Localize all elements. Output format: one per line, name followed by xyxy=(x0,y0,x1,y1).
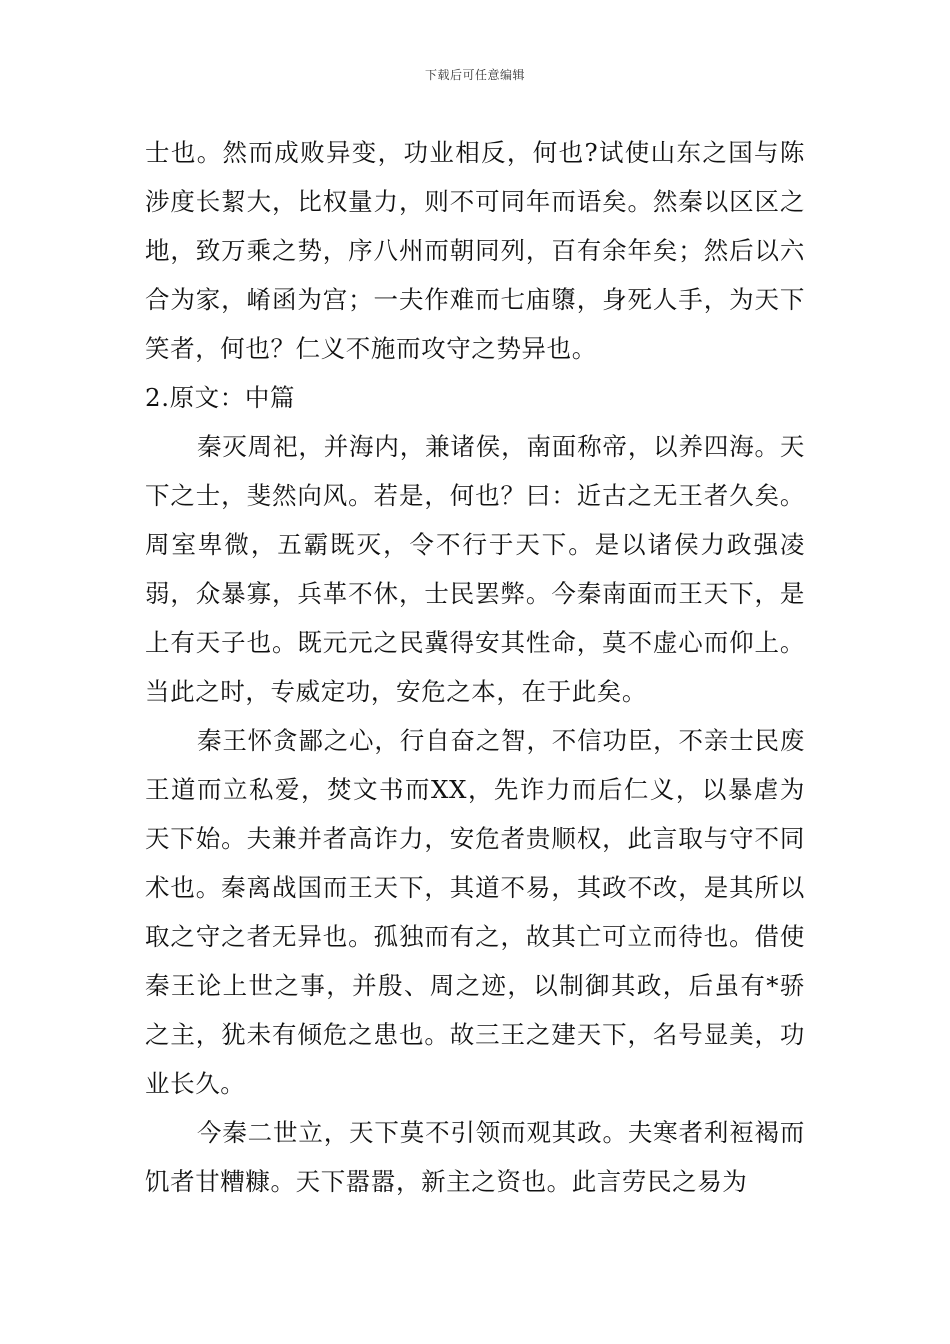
section-heading: 2.原文：中篇 xyxy=(145,383,296,412)
paragraph-2: 秦王怀贪鄙之心，行自奋之智，不信功臣，不亲士民废王道而立私爱，焚文书而XX，先诈力而后仁义，以暴虐为天下始。夫兼并者高诈力，安危者贵顺权，此言取与守不同术也。秦离战国而王天下，其道不易，其政不改，是其所以取之守之者无异也。孤独而有之，故其亡可立而待也。借使秦王论上世之事，并殷、周之迹，以制御其政，后虽有*骄之主，犹未有倾危之患也。故三王之建天下，名号显美，功业长久。 xyxy=(145,726,805,1098)
document-body xyxy=(145,128,805,1206)
paragraph-1: 秦灭周祀，并海内，兼诸侯，南面称帝，以养四海。天下之士，斐然向风。若是，何也？曰：近古之无王者久矣。周室卑微，五霸既灭，令不行于天下。是以诸侯力政强凌弱，众暴寡，兵革不休，士民罢弊。今秦南面而王天下，是上有天子也。既元元之民冀得安其性命，莫不虚心而仰上。当此之时，专威定功，安危之本，在于此矣。 xyxy=(145,432,805,706)
paragraph-3: 今秦二世立，天下莫不引领而观其政。夫寒者利裋褐而饥者甘糟糠。天下嚣嚣，新主之资也。此言劳民之易为 xyxy=(145,1118,805,1196)
paragraph-continuation: 士也。然而成败异变，功业相反，何也?试使山东之国与陈涉度长絜大，比权量力，则不可同年而语矣。然秦以区区之地，致万乘之势，序八州而朝同列，百有余年矣；然后以六合为家，崤函为宫；一夫作难而七庙隳，身死人手，为天下笑者，何也？仁义不施而攻守之势异也。 xyxy=(145,138,805,363)
page-header-note: 下载后可任意编辑 xyxy=(424,68,525,82)
